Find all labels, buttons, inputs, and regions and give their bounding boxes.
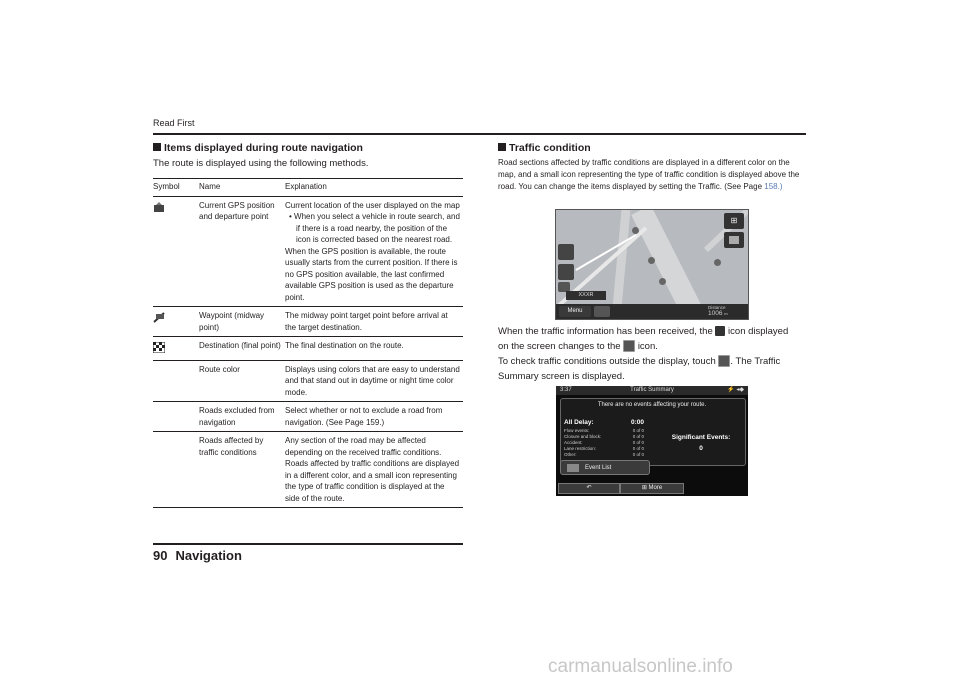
event-row: Flow events: 0 of 0 xyxy=(564,428,644,433)
square-bullet-icon xyxy=(498,143,506,151)
section-title-route: Items displayed during route navigation xyxy=(153,142,363,154)
section-lead: The route is displayed using the following methods. xyxy=(153,158,369,169)
name-cell: Waypoint (midway point) xyxy=(199,307,285,337)
poi-icon xyxy=(648,257,655,264)
vehicle-icon xyxy=(153,202,165,213)
checkered-flag-icon xyxy=(153,342,165,353)
name-cell: Destination (final point) xyxy=(199,337,285,361)
event-row: Accident: 0 of 0 xyxy=(564,440,644,445)
table-header-row xyxy=(153,179,463,197)
zoom-in-button[interactable] xyxy=(558,244,574,260)
traffic-paragraph: Road sections affected by traffic conditions are displayed in a different color on the map, and a small icon representing the type of traffic condition is displayed above the road. You can change the items displayed by setting the Traffic. (See Page 158.) xyxy=(498,158,800,191)
zoom-out-button[interactable] xyxy=(558,264,574,280)
col-symbol: Symbol xyxy=(153,179,199,197)
traffic-summary-screenshot xyxy=(556,386,748,496)
symbol-cell xyxy=(153,196,199,307)
poi-icon xyxy=(714,259,721,266)
body-line-1: When the traffic information has been received, the icon displayed xyxy=(498,326,789,337)
footer-rule xyxy=(153,543,463,545)
name-cell: Roads affected by traffic conditions xyxy=(199,432,285,508)
page-footer xyxy=(153,548,250,563)
traffic-icon xyxy=(718,355,730,367)
traffic-received-icon xyxy=(715,326,725,336)
back-button[interactable]: ↶ xyxy=(558,483,620,494)
table-row xyxy=(153,196,463,307)
explanation-cell: Select whether or not to exclude a road from navigation. (See Page 159.) xyxy=(285,402,463,432)
explanation-cell: The final destination on the route. xyxy=(285,337,463,361)
body-line-4: Summary screen is displayed. xyxy=(498,371,625,382)
grid-icon: ⊞ xyxy=(641,485,647,491)
poi-icon xyxy=(632,227,639,234)
explanation-cell: Any section of the road may be affected depending on the received traffic conditions. Roads affected by traffic conditions are displayed in a different color, and a small icon representing the type of traffic condition is displayed at the side of the route. xyxy=(285,432,463,508)
page-number: 90 xyxy=(153,548,168,563)
page-link[interactable]: 158.) xyxy=(764,182,783,191)
distance-panel: Distance 1006 m xyxy=(708,305,728,317)
bullet-item: • When you select a vehicle in route search, and if there is a road nearby, the position of the icon is corrected based on the nearest road. xyxy=(289,212,460,244)
clock: 3:37 xyxy=(560,387,572,393)
chapter-name: Navigation xyxy=(175,548,242,563)
explanation-cell: Displays using colors that are easy to understand and that stand out in daytime or night time color mode. xyxy=(285,360,463,402)
menu-button[interactable]: Menu xyxy=(559,306,591,317)
status-icons: ⚡ ◂◆ xyxy=(727,387,744,393)
explanation-cell: The midway point target point before arrival at the target destination. xyxy=(285,307,463,337)
road-label: XXXR xyxy=(566,291,606,300)
table-row xyxy=(153,360,463,402)
col-explanation: Explanation xyxy=(285,179,463,197)
table-row xyxy=(153,432,463,508)
explanation-cell: Current location of the user displayed on the map • When you select a vehicle in route search, and if there is a road nearby, the position of the icon is corrected based on the nearest road. When the GPS position is available, the route usually starts from the current position. If there is no GPS position available, the last confirmed available GPS position is used as the departure point. xyxy=(285,196,463,307)
all-delay: All Delay: 0:00 xyxy=(564,419,644,426)
event-list-button[interactable]: Event List xyxy=(560,460,650,475)
map-view-icon[interactable] xyxy=(594,306,610,317)
event-row: Closure and block: 0 of 0 xyxy=(564,434,644,439)
col-name: Name xyxy=(199,179,285,197)
event-row: Lane restriction: 0 of 0 xyxy=(564,446,644,451)
map-screenshot xyxy=(555,209,749,320)
grid-menu-button[interactable]: ⊞ xyxy=(724,213,744,229)
name-cell: Route color xyxy=(199,360,285,402)
traffic-icon xyxy=(623,340,635,352)
table-row xyxy=(153,402,463,432)
body-line-2: on the screen changes to the icon. xyxy=(498,341,658,352)
table-row xyxy=(153,307,463,337)
body-line-3: To check traffic conditions outside the display, touch . The Traffic xyxy=(498,356,781,367)
screen-title: Traffic Summary xyxy=(630,387,674,393)
more-button[interactable]: ⊞ More xyxy=(620,483,684,494)
status-bar xyxy=(556,386,748,395)
header-rule xyxy=(153,133,806,135)
table-row xyxy=(153,337,463,361)
waypoint-flag-icon xyxy=(153,312,165,323)
poi-icon xyxy=(659,278,666,285)
significant-events: Significant Events: 0 xyxy=(671,434,731,452)
name-cell: Current GPS position and departure point xyxy=(199,196,285,307)
no-events-message: There are no events affecting your route. xyxy=(597,402,707,408)
running-header: Read First xyxy=(153,118,195,128)
traffic-button[interactable] xyxy=(724,232,744,248)
watermark: carmanualsonline.info xyxy=(548,656,733,677)
name-cell: Roads excluded from navigation xyxy=(199,402,285,432)
section-title-traffic: Traffic condition xyxy=(498,142,591,154)
square-bullet-icon xyxy=(153,143,161,151)
route-items-table xyxy=(153,178,463,508)
event-row: Other: 0 of 0 xyxy=(564,452,644,457)
list-icon xyxy=(567,464,579,472)
